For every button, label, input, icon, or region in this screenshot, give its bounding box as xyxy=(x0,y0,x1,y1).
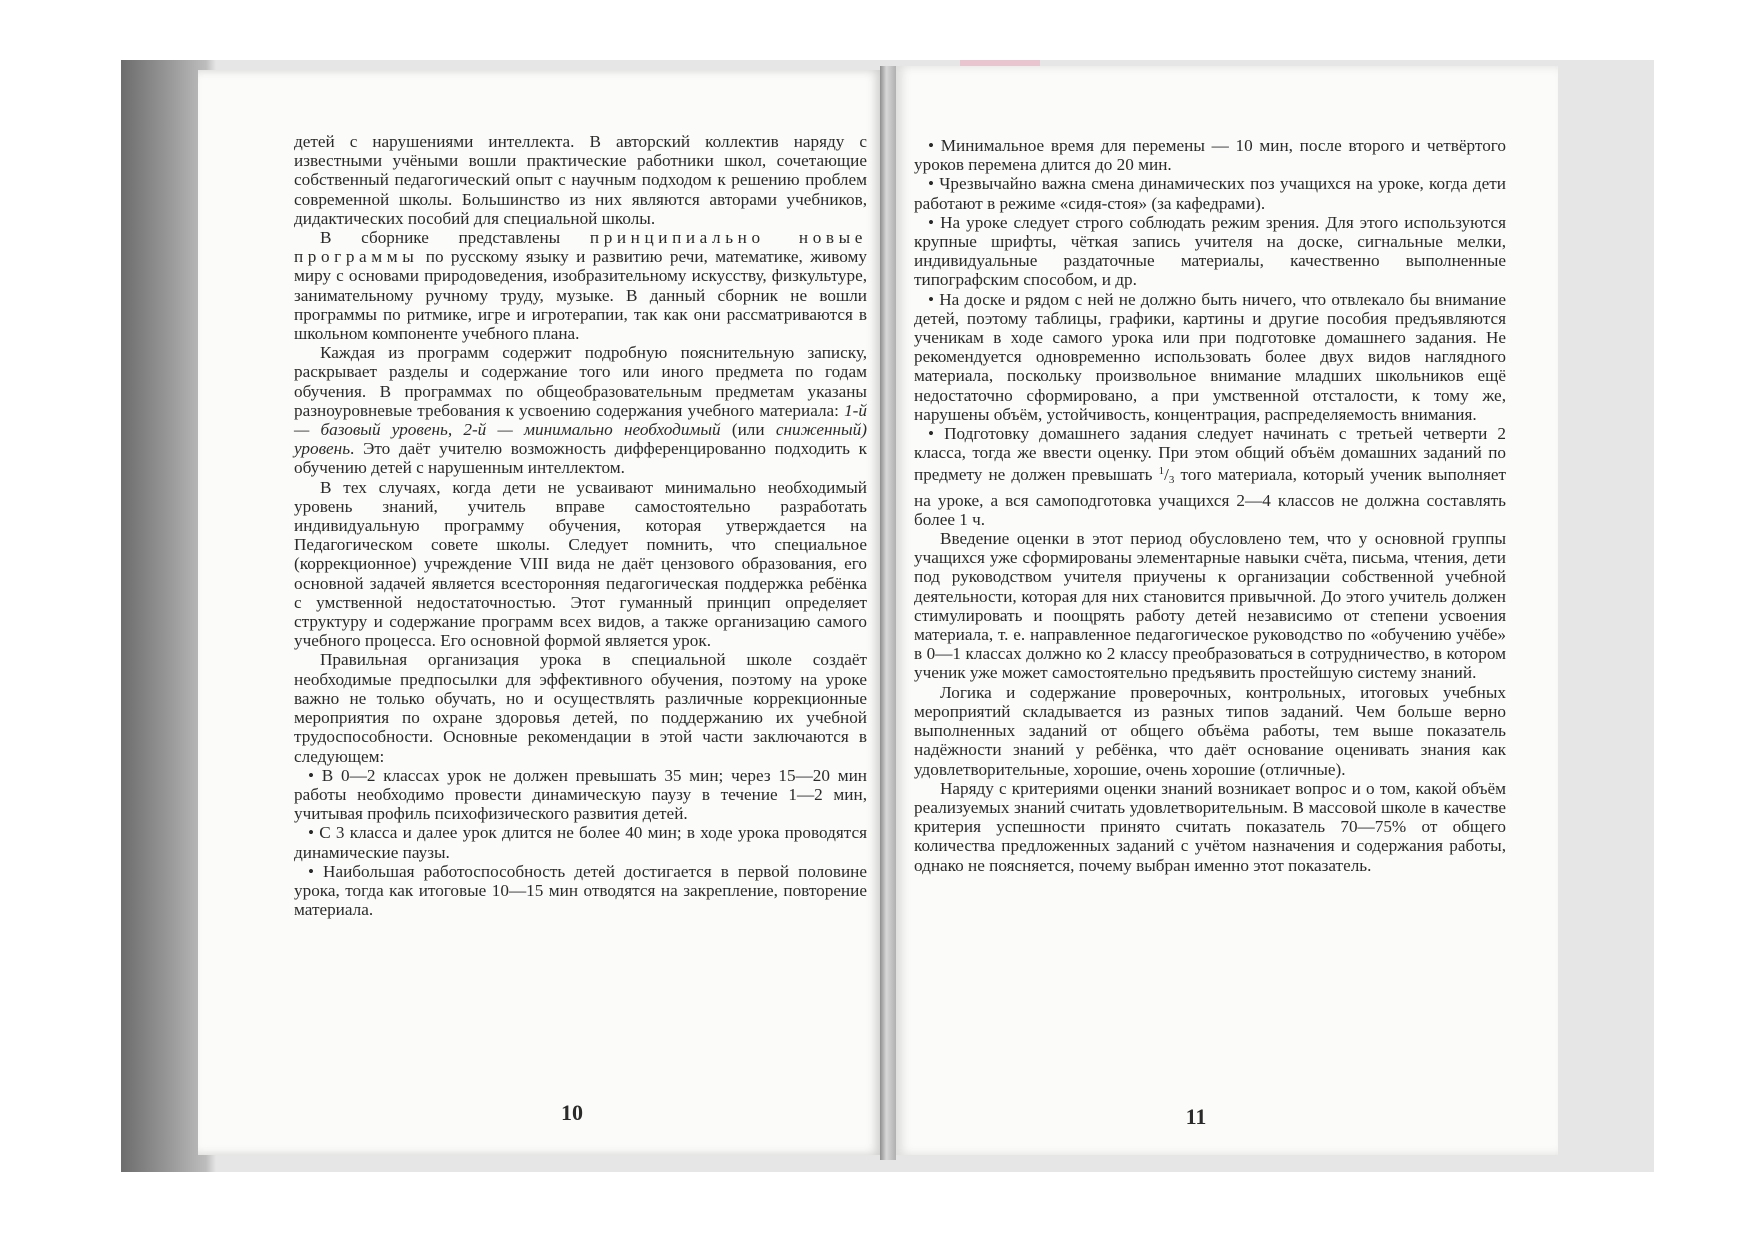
paragraph: Логика и содержание проверочных, контрольных, итоговых учебных мероприятий складывается из разных типов заданий. Чем больше верно выполненных заданий от общего объёма работы, тем выше показатель надёжности знаний у ребёнка, что даёт основание оценивать знания как удовлетворительные, хорошие, очень хорошие (отличные). xyxy=(914,682,1506,779)
page-number: 11 xyxy=(1185,1104,1207,1129)
paragraph: В сборнике представлены принципиально новые программы по русскому языку и развитию речи, математике, живому миру с основами природоведения, изобразительному искусству, физкультуре, занимательному ручному труду, музыке. В данный сборник не вошли программы по ритмике, игре и игротерапии, так как они рассматриваются в школьном компоненте учебного плана. xyxy=(294,228,867,344)
paragraph: Введение оценки в этот период обусловлено тем, что у основной группы учащихся уже сформированы элементарные навыки счёта, письма, чтения, дети под руководством учителя приучены к организации собственной учебной деятельности, которая для них становится привычной. До этого учитель должен стимулировать и поощрять работу детей независимо от степени усвоения материала, т. е. направленное педагогическое руководство по «обучению учёбе» в 0—1 классах должно ко 2 классу преобразоваться в сотрудничество, в котором ученик уже может самостоятельно предъявить простейшую систему знаний. xyxy=(914,529,1506,683)
bullet-item: • На доске и рядом с ней не должно быть ничего, что отвлекало бы внимание детей, поэтому таблицы, графики, картины и другие пособия предъявляются ученикам в ходе самого урока или при подготовке домашнего задания. Не рекомендуется одновременно использовать более двух видов наглядного материала, поскольку произвольное внимание младших школьников ещё недостаточно сформировано, а при умственной отсталости, к тому же, нарушены объём, устойчивость, концентрация, распределяемость внимания. xyxy=(914,289,1506,424)
left-page xyxy=(198,70,882,1155)
spaced-emphasis: принципиально новые программы xyxy=(294,228,867,267)
page-number: 10 xyxy=(561,1100,583,1125)
bullet-item: • Подготовку домашнего задания следует начинать с третьей четверти 2 класса, тогда же ввести оценку. При этом общий объём домашних заданий по предмету не должен превышать $^1/_3$ того материала, который ученик выполняет на уроке, а вся самоподготовка учащихся 2—4 классов не должна составлять более 1 ч. xyxy=(914,424,1506,529)
left-page-text xyxy=(294,132,867,919)
right-page-text xyxy=(914,136,1506,875)
paragraph: Правильная организация урока в специальной школе создаёт необходимые предпосылки для эффективного обучения, поэтому на уроке важно не только обучать, но и осуществлять различные коррекционные мероприятия по охране здоровья детей, по поддержанию их учебной трудоспособности. Основные рекомендации в этой части заключаются в следующем: xyxy=(294,650,867,766)
bullet-item: • Минимальное время для перемены — 10 мин, после второго и четвёртого уроков перемена длится до 20 мин. xyxy=(914,136,1506,175)
bullet-item: • Наибольшая работоспособность детей достигается в первой половине урока, тогда как итоговые 10—15 мин отводятся на закрепление, повторение материала. xyxy=(294,861,867,920)
bullet-item: • С 3 класса и далее урок длится не более 40 мин; в ходе урока проводятся динамические паузы. xyxy=(294,823,867,862)
book-gutter xyxy=(880,66,896,1160)
right-page xyxy=(896,66,1558,1155)
paragraph: детей с нарушениями интеллекта. В авторский коллектив наряду с известными учёными вошли практические работники школ, сочетающие собственный педагогический опыт с научным подходом к решению проблем современной школы. Большинство из них являются авторами учебников, дидактических пособий для специальной школы. xyxy=(294,132,867,228)
paragraph: В тех случаях, когда дети не усваивают минимально необходимый уровень знаний, учитель вправе самостоятельно разработать индивидуальную программу обучения, которая утверждается на Педагогическом совете школы. Следует помнить, что специальное (коррекционное) учреждение VIII вида не даёт цензового образования, его основной задачей является всесторонняя педагогическая поддержка ребёнка с умственной недостаточностью. Этот гуманный принцип определяет структуру и содержание программ всех видов, а также организацию самого учебного процесса. Его основной формой является урок. xyxy=(294,477,867,651)
paragraph: Каждая из программ содержит подробную пояснительную записку, раскрывает разделы и содержание того или иного предмета по годам обучения. В программах по общеобразовательным предметам указаны разноуровневые требования к усвоению содержания учебного материала: 1-й — базовый уровень, 2-й — минимально необходимый (или сниженный) уровень. Это даёт учителю возможность дифференцированно подходить к обучению детей с нарушенным интеллектом. xyxy=(294,343,867,478)
fraction: $^1/_3$ xyxy=(1158,465,1175,487)
bullet-item: • В 0—2 классах урок не должен превышать 35 мин; через 15—20 мин работы необходимо провести динамическую паузу в течение 1—2 мин, учитывая профиль психофизического развития детей. xyxy=(294,765,867,824)
bullet-item: • Чрезвычайно важна смена динамических поз учащихся на уроке, когда дети работают в режиме «сидя-стоя» (за кафедрами). xyxy=(914,174,1506,213)
bullet-item: • На уроке следует строго соблюдать режим зрения. Для этого используются крупные шрифты, чёткая запись учителя на доске, сигнальные мелки, индивидуальные раздаточные материалы, качественно выполненные типографским способом, и др. xyxy=(914,212,1506,290)
paragraph: Наряду с критериями оценки знаний возникает вопрос и о том, какой объём реализуемых знаний считать удовлетворительным. В массовой школе в качестве критерия успешности принято считать показатель 70—75% от общего количества предложенных заданий с учётом назначения и содержания работы, однако не поясняется, почему выбран именно этот показатель. xyxy=(914,778,1506,875)
italic-text: сниженный) уровень xyxy=(294,420,867,459)
italic-text: 1-й — базовый уровень, 2-й — минимально необходимый xyxy=(294,400,867,440)
